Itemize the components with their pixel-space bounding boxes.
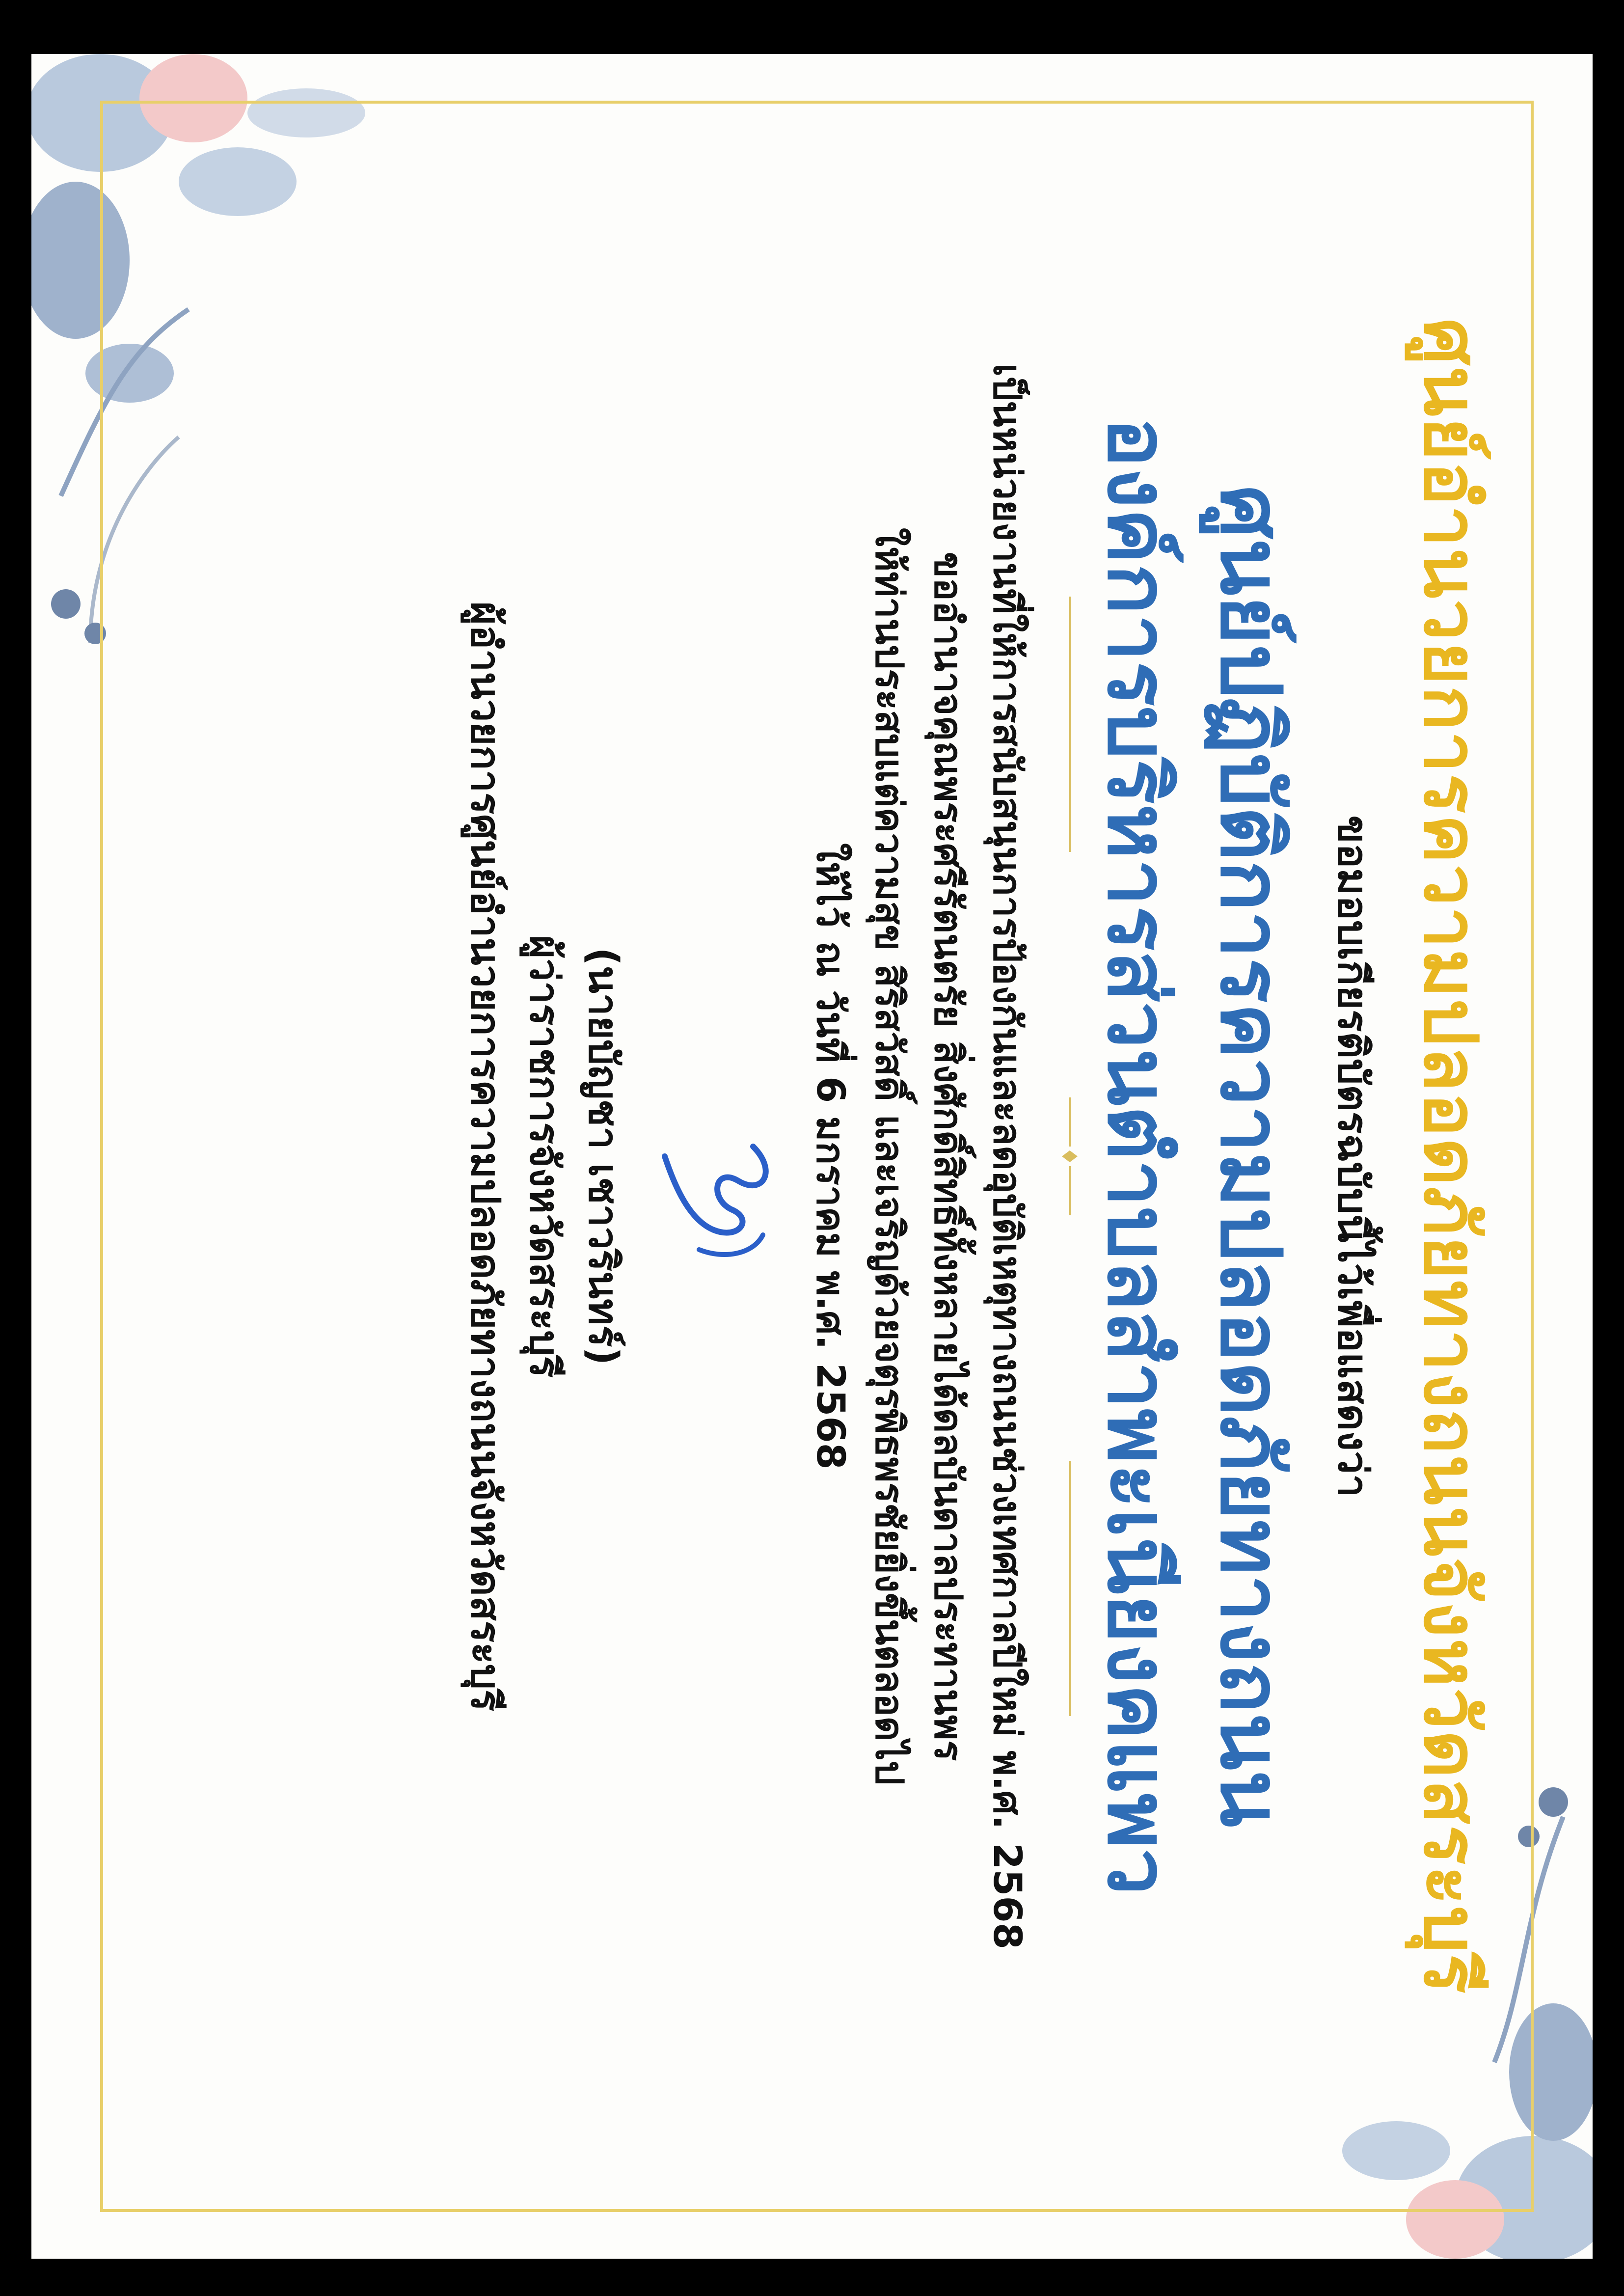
handwritten-signature [655,1127,783,1274]
intro-text: ขอมอบเกียรติบัตรฉบับนี้ไว้เพื่อแสดงว่า [1329,815,1377,1498]
certificate-content [95,101,1529,2212]
signer-name: (นายบัญชา เชาวรินทร์) [580,947,626,1366]
recipient-name-line2: องค์การบริหารส่วนตำบลสำพะเนียงคแพว [1089,417,1186,1896]
certificate-sheet [31,54,1593,2259]
signer-position-1: ผู้ว่าราชการจังหวัดสระบุรี [521,935,568,1378]
body-text-line1: เป็นหน่วยงานที่ให้การสนับสนุนการป้องกันและลดอุบัติเหตุทางถนนช่วงเทศกาลปีใหม่ พ.ศ. 2568 [985,363,1029,1949]
date-line: ให้ไว้ ณ วันที่ 6 มกราคม พ.ศ. 2568 [808,843,852,1470]
recipient-name-line1: ศูนย์ปฏิบัติการความปลอดภัยทางถนน [1202,485,1299,1828]
certificate-title: ศูนย์อำนวยการความปลอดภัยทางถนนจังหวัดสระบุรี [1407,318,1493,1995]
signer-position-2: ผู้อำนวยการศูนย์อำนวยการความปลอดภัยทางถนนจังหวัดสระบุรี [462,601,509,1711]
body-text-line3: ให้ท่านประสบแต่ความสุข สิริสวัสดิ์ และเจริญด้วยจตุรพิธพรชัยยิ่งขึ้นตลอดไป [867,527,911,1785]
body-text-line2: ขออำนาจคุณพระศรีรัตนตรัย สิ่งศักดิ์สิทธิ์ทั้งหลายได้ดลบันดาลประทานพร [926,551,970,1761]
divider-ornament [1060,101,1080,2212]
